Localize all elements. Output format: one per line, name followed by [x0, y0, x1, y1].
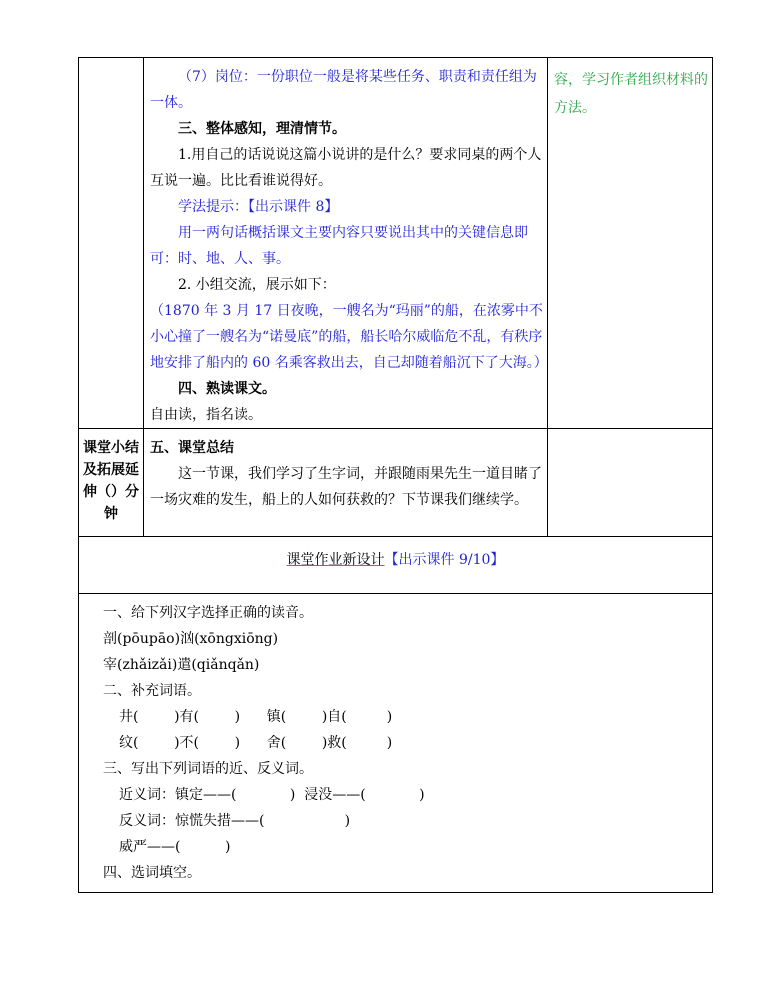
design-intent-cell	[548, 58, 713, 429]
homework-body-cell	[79, 594, 713, 893]
homework-line: 宰(zhǎizǎi)遣(qiǎnqǎn)	[103, 657, 260, 673]
process-paragraph: （1870 年 3 月 17 日夜晚，一艘名为“玛丽”的船，在浓雾中不小心撞了一艘名为“诺曼底”的船，船长哈尔威临危不乱，有秩序地安排了船内的 60 名乘客救出去，自己却随着船沉下了大海。）	[150, 303, 548, 371]
teaching-process-cell	[144, 58, 548, 429]
homework-title: 课堂作业新设计	[286, 552, 385, 568]
empty-label-cell	[79, 58, 144, 429]
process-paragraph: 学法提示：【出示课件 8】	[178, 199, 339, 215]
empty-side-cell	[548, 429, 713, 537]
homework-line: 近义词：镇定——( ) 浸没——( )	[119, 787, 425, 803]
section-label-cell	[79, 429, 144, 537]
process-paragraph: 自由读，指名读。	[150, 407, 262, 423]
section-label: 课堂小结及拓展延伸（）分钟	[83, 440, 139, 522]
design-intent-text: 容，学习作者组织材料的方法。	[554, 72, 708, 116]
homework-courseware-ref: 【出示课件 9/10】	[384, 552, 505, 568]
table-row	[79, 58, 713, 429]
homework-line: 二、补充词语。	[103, 683, 201, 699]
homework-line: 井( )有( ) 镇( )自( )	[119, 709, 393, 725]
homework-line: 四、选词填空。	[103, 865, 201, 881]
table-row	[79, 537, 713, 594]
homework-line: 剖(pōupāo)汹(xōngxiōng)	[103, 631, 279, 647]
table-row	[79, 594, 713, 893]
process-paragraph: 用一两句话概括课文主要内容只要说出其中的关键信息即可：时、地、人、事。	[150, 225, 528, 267]
homework-title-cell	[79, 537, 713, 594]
process-paragraph: 2. 小组交流，展示如下：	[178, 277, 336, 293]
homework-line: 纹( )不( ) 舍( )救( )	[119, 735, 393, 751]
table-row	[79, 429, 713, 537]
process-paragraph: 四、熟读课文。	[178, 381, 276, 397]
homework-line: 三、写出下列词语的近、反义词。	[103, 761, 313, 777]
homework-line: 威严——( )	[119, 839, 231, 855]
homework-line: 一、给下列汉字选择正确的读音。	[103, 605, 313, 621]
summary-text: 这一节课，我们学习了生字词，并跟随雨果先生一道目睹了一场灾难的发生，船上的人如何获救的？下节课我们继续学。	[150, 466, 542, 508]
process-paragraph: 1.用自己的话说说这篇小说讲的是什么？要求同桌的两个人互说一遍。比比看谁说得好。	[150, 147, 542, 189]
summary-heading: 五、课堂总结	[150, 440, 234, 456]
process-paragraph: 三、整体感知，理清情节。	[178, 121, 346, 137]
summary-cell	[144, 429, 548, 537]
homework-line: 反义词：惊慌失措——( )	[119, 813, 351, 829]
lesson-plan-table	[78, 57, 713, 893]
process-paragraph: （7）岗位：一份职位一般是将某些任务、职责和责任组为一体。	[150, 69, 537, 111]
